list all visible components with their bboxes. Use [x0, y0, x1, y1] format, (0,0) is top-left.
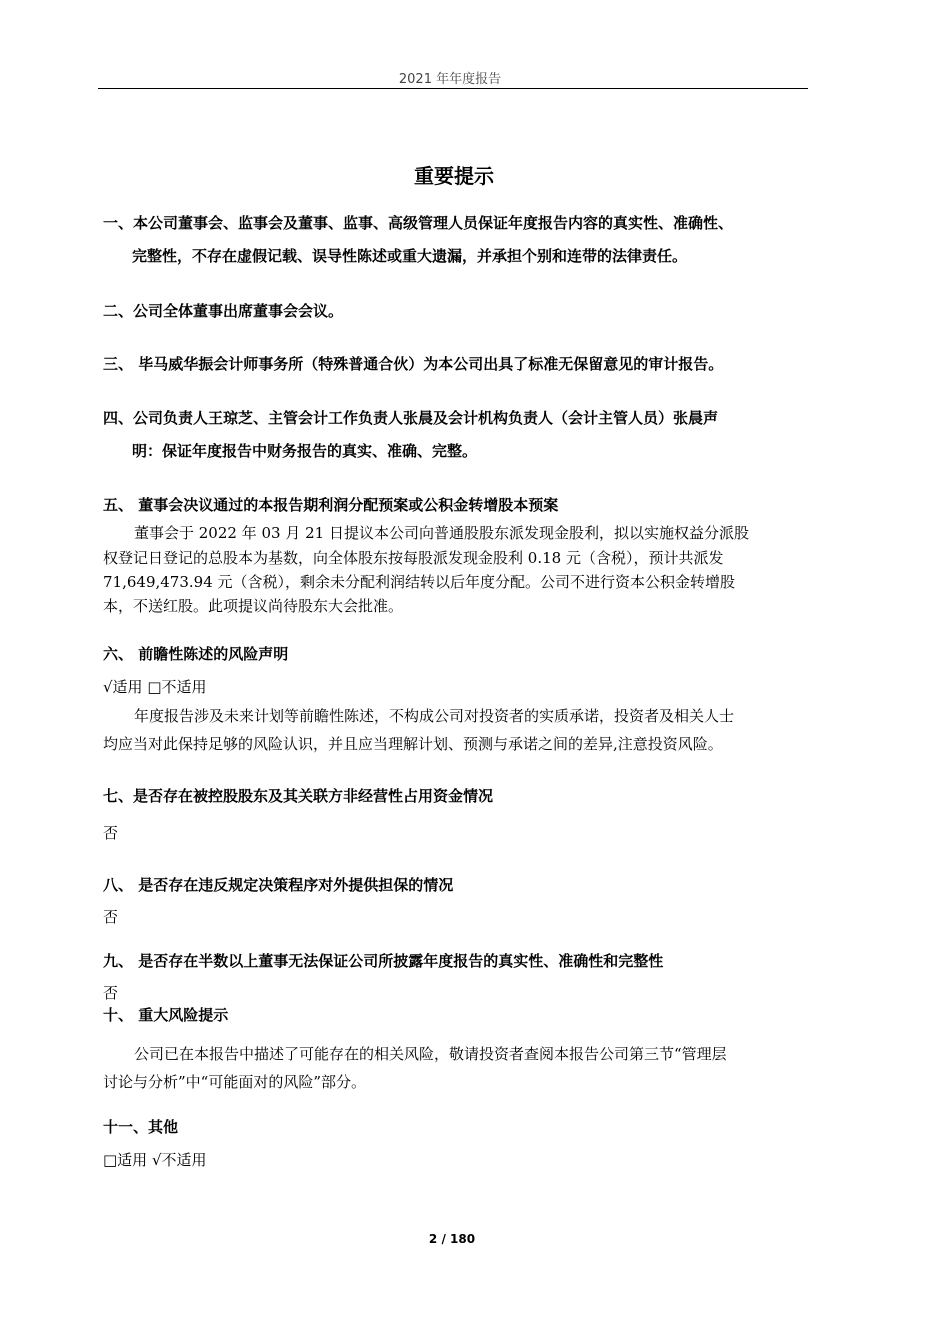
section-4-line-1: 四、公司负责人王琼芝、主管会计工作负责人张晨及会计机构负责人（会计主管人员）张晨声	[103, 409, 719, 427]
section-9-answer: 否	[103, 984, 119, 1002]
section-2: 二、公司全体董事出席董事会会议。	[103, 302, 344, 320]
section-6-body-line-2: 均应当对此保持足够的风险认识，并且应当理解计划、预测与承诺之间的差异,注意投资风险。	[103, 735, 723, 753]
section-8-heading: 八、 是否存在违反规定决策程序对外提供担保的情况	[103, 876, 454, 894]
section-10-body-line-1: 公司已在本报告中描述了可能存在的相关风险，敬请投资者查阅本报告公司第三节“管理层	[134, 1045, 727, 1063]
section-5-body-line-3: 71,649,473.94 元（含税），剩余未分配利润结转以后年度分配。公司不进行资本公积金转增股	[103, 573, 736, 591]
section-4-line-2: 明：保证年度报告中财务报告的真实、准确、完整。	[132, 442, 478, 460]
section-7-heading: 七、是否存在被控股股东及其关联方非经营性占用资金情况	[103, 787, 494, 805]
section-6-body-line-1: 年度报告涉及未来计划等前瞻性陈述，不构成公司对投资者的实质承诺，投资者及相关人士	[134, 707, 735, 725]
section-10-heading: 十、 重大风险提示	[103, 1006, 229, 1024]
section-9-heading: 九、 是否存在半数以上董事无法保证公司所披露年度报告的真实性、准确性和完整性	[103, 952, 664, 970]
section-1-line-2: 完整性，不存在虚假记载、误导性陈述或重大遗漏，并承担个别和连带的法律责任。	[132, 247, 688, 265]
section-10-body-line-2: 讨论与分析”中“可能面对的风险”部分。	[103, 1073, 367, 1091]
page-title: 重要提示	[414, 164, 494, 188]
section-8-answer: 否	[103, 908, 119, 926]
section-5-body-line-4: 本，不送红股。此项提议尚待股东大会批准。	[103, 597, 404, 615]
header-rule	[98, 88, 808, 89]
section-5-body-line-2: 权登记日登记的总股本为基数，向全体股东按每股派发现金股利 0.18 元（含税），预计共派发	[103, 549, 724, 567]
section-7-answer: 否	[103, 824, 119, 842]
section-1-line-1: 一、本公司董事会、监事会及董事、监事、高级管理人员保证年度报告内容的真实性、准确性、	[103, 214, 734, 232]
section-11-applicability: □适用 √不适用	[103, 1151, 207, 1169]
running-header: 2021 年年度报告	[398, 72, 502, 87]
section-6-heading: 六、 前瞻性陈述的风险声明	[103, 645, 289, 663]
section-11-heading: 十一、其他	[103, 1118, 179, 1136]
section-5-heading: 五、 董事会决议通过的本报告期利润分配预案或公积金转增股本预案	[103, 496, 559, 514]
section-3: 三、 毕马威华振会计师事务所（特殊普通合伙）为本公司出具了标准无保留意见的审计报告。	[103, 355, 724, 373]
section-5-body-line-1: 董事会于 2022 年 03 月 21 日提议本公司向普通股股东派发现金股利，拟以实施权益分派股	[134, 524, 749, 542]
page-number: 2 / 180	[428, 1232, 476, 1246]
section-6-applicability: √适用 □不适用	[103, 678, 207, 696]
